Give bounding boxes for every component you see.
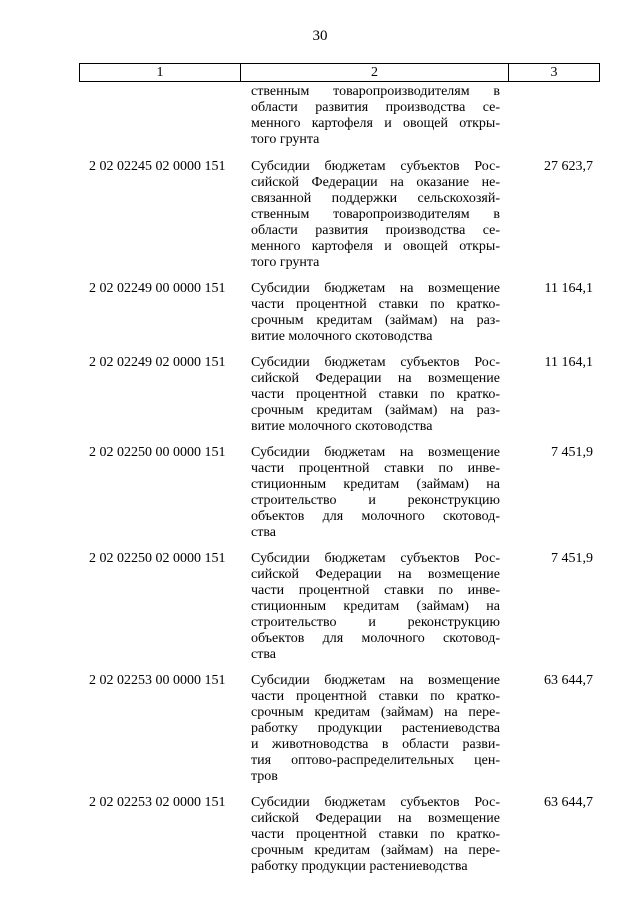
header-col-2: 2	[241, 64, 509, 81]
description-line: витие молочного скотоводства	[251, 419, 433, 434]
description-line: части процентной ставки по кратко-	[251, 387, 500, 402]
budget-code: 2 02 02250 02 0000 151	[89, 551, 226, 566]
description-line: связанной поддержки сельскохозяй-	[251, 191, 500, 206]
table-header	[79, 63, 600, 82]
budget-code: 2 02 02249 00 0000 151	[89, 281, 226, 296]
description-line: области развития производства се-	[251, 100, 500, 115]
amount: 27 623,7	[544, 159, 593, 174]
description	[251, 355, 500, 435]
description-line: и животноводства в области разви-	[251, 737, 500, 752]
description-line: Субсидии бюджетам субъектов Рос-	[251, 551, 500, 566]
header-col-3: 3	[550, 65, 558, 80]
budget-code: 2 02 02250 00 0000 151	[89, 445, 226, 460]
table-row	[79, 159, 600, 271]
description-line: строительство и реконструкцию	[251, 615, 500, 630]
description-line: сийской Федерации на оказание не-	[251, 175, 500, 190]
description-line: ства	[251, 525, 276, 540]
description-line: части процентной ставки по инве-	[251, 461, 500, 476]
description-line: работку продукции растениеводства	[251, 859, 468, 874]
amount: 63 644,7	[544, 795, 593, 810]
description-line: того грунта	[251, 132, 320, 147]
description-line: стиционным кредитам (займам) на	[251, 599, 500, 614]
budget-code: 2 02 02245 02 0000 151	[89, 159, 226, 174]
description-line: тров	[251, 769, 278, 784]
description-line: части процентной ставки по инве-	[251, 583, 500, 598]
description-line: стиционным кредитам (займам) на	[251, 477, 500, 492]
budget-code	[79, 84, 249, 148]
description	[251, 281, 500, 345]
amount: 63 644,7	[544, 673, 593, 688]
description-line: срочным кредитам (займам) на пере-	[251, 705, 500, 720]
description	[251, 159, 500, 271]
description	[251, 673, 500, 785]
description-line: тия оптово-распределительных цен-	[251, 753, 500, 768]
description-line: строительство и реконструкцию	[251, 493, 500, 508]
table-row	[79, 673, 600, 785]
description-line: части процентной ставки по кратко-	[251, 297, 500, 312]
description	[251, 795, 500, 875]
description-line: Субсидии бюджетам на возмещение	[251, 281, 500, 296]
budget-code: 2 02 02249 02 0000 151	[89, 355, 226, 370]
description-line: Субсидии бюджетам субъектов Рос-	[251, 159, 500, 174]
description-line: Субсидии бюджетам на возмещение	[251, 445, 500, 460]
table-row	[79, 795, 600, 875]
description-line: менного картофеля и овощей откры-	[251, 116, 500, 131]
amount	[500, 84, 600, 148]
description-line: менного картофеля и овощей откры-	[251, 239, 500, 254]
description	[251, 445, 500, 541]
description-line: срочным кредитам (займам) на пере-	[251, 843, 500, 858]
description-line: части процентной ставки по кратко-	[251, 827, 500, 842]
table-body	[79, 84, 600, 885]
table-row	[79, 445, 600, 541]
description	[251, 551, 500, 663]
amount: 11 164,1	[544, 281, 593, 296]
description-line: срочным кредитам (займам) на раз-	[251, 403, 500, 418]
description-line: Субсидии бюджетам на возмещение	[251, 673, 500, 688]
budget-code: 2 02 02253 02 0000 151	[89, 795, 226, 810]
amount: 7 451,9	[551, 551, 593, 566]
description-line: ства	[251, 647, 276, 662]
table-row	[79, 551, 600, 663]
page-number: 30	[312, 28, 328, 44]
description-line: Субсидии бюджетам субъектов Рос-	[251, 795, 500, 810]
description-line: сийской Федерации на возмещение	[251, 371, 500, 386]
description-line: работку продукции растениеводства	[251, 721, 500, 736]
description-line: срочным кредитам (займам) на раз-	[251, 313, 500, 328]
budget-code: 2 02 02253 00 0000 151	[89, 673, 226, 688]
table-row	[79, 355, 600, 435]
description-line: витие молочного скотоводства	[251, 329, 433, 344]
description-line: того грунта	[251, 255, 320, 270]
description-line: сийской Федерации на возмещение	[251, 567, 500, 582]
table-row	[79, 281, 600, 345]
description-line: Субсидии бюджетам субъектов Рос-	[251, 355, 500, 370]
description-line: сийской Федерации на возмещение	[251, 811, 500, 826]
header-col-1: 1	[80, 64, 241, 81]
description-line: части процентной ставки по кратко-	[251, 689, 500, 704]
amount: 11 164,1	[544, 355, 593, 370]
description-line: объектов для молочного скотовод-	[251, 509, 500, 524]
table-row	[79, 84, 600, 148]
description-line: ственным товаропроизводителям в	[251, 207, 500, 222]
description-line: области развития производства се-	[251, 223, 500, 238]
description	[251, 84, 500, 148]
amount: 7 451,9	[551, 445, 593, 460]
description-line: ственным товаропроизводителям в	[251, 84, 500, 99]
description-line: объектов для молочного скотовод-	[251, 631, 500, 646]
